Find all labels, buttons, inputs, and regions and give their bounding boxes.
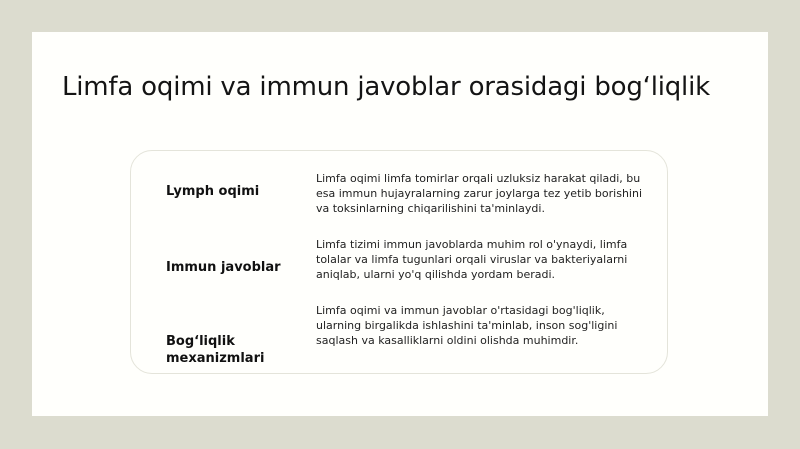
row-description-connection-mechanisms: Limfa oqimi va immun javoblar o'rtasidagi bog'liqlik, ularning birgalikda ishlashini ta'minlab, inson sog'ligini saqlash va kasalliklarni oldini olishda muhimdir. xyxy=(316,304,618,347)
slide xyxy=(32,32,768,416)
slide-title: Limfa oqimi va immun javoblar orasidagi bog‘liqlik xyxy=(62,72,710,102)
content-card xyxy=(130,150,668,374)
row-description-immune-responses: Limfa tizimi immun javoblarda muhim rol o'ynaydi, limfa tolalar va limfa tugunlari orqali viruslar va bakteriyalarni aniqlab, ularni yo'q qilishda yordam beradi. xyxy=(316,238,628,281)
row-label-connection-mechanisms: Bog‘liqlik mexanizmlari xyxy=(166,334,265,366)
row-label-immune-responses: Immun javoblar xyxy=(166,260,281,275)
row-label-lymph-flow: Lymph oqimi xyxy=(166,184,260,199)
row-description-lymph-flow: Limfa oqimi limfa tomirlar orqali uzluksiz harakat qiladi, bu esa immun hujayralarning zarur joylarga tez yetib borishini va toksinlarning chiqarilishini ta'minlaydi. xyxy=(316,172,643,215)
